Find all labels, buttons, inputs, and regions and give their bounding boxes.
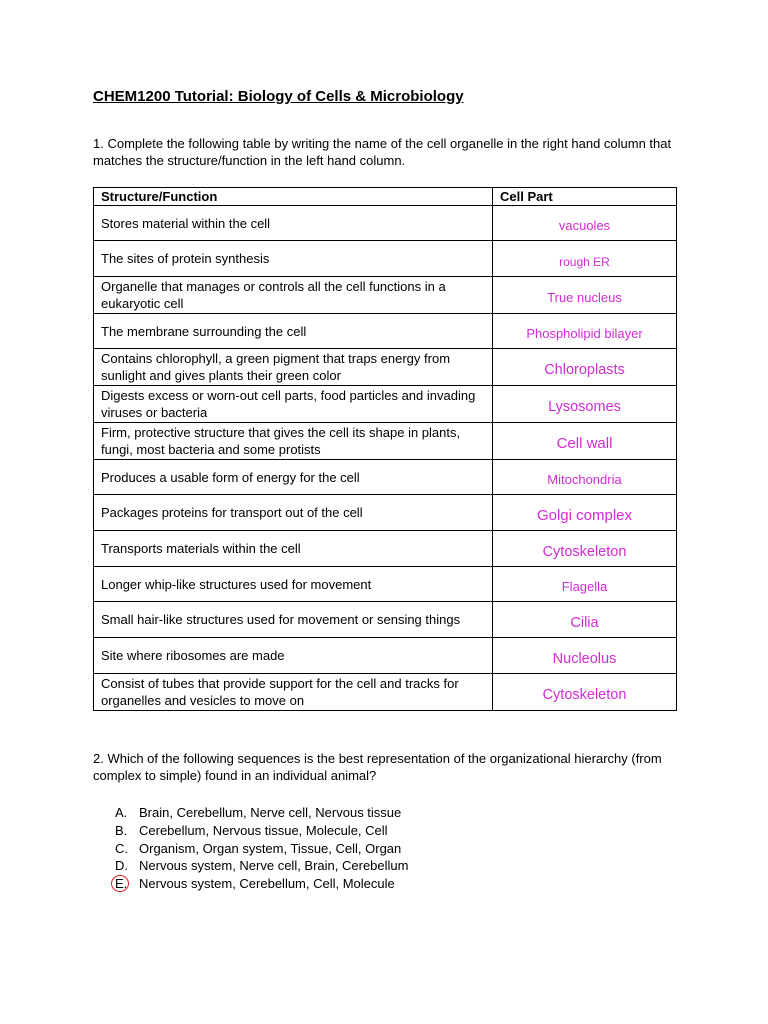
structure-function-cell: Stores material within the cell <box>94 206 493 241</box>
question-1-prompt: 1. Complete the following table by writing the name of the cell organelle in the right hand column that matches the structure/function in the left hand column. <box>93 136 672 168</box>
table-row <box>94 567 677 602</box>
header-cell-part: Cell Part <box>493 188 677 206</box>
table-row <box>94 531 677 567</box>
cell-part-answer: vacuoles <box>493 206 677 241</box>
table-row <box>94 460 677 495</box>
cell-part-answer: True nucleus <box>493 277 677 314</box>
structure-function-cell: Longer whip-like structures used for movement <box>94 567 493 602</box>
question-2-options <box>115 804 408 893</box>
structure-function-cell: Digests excess or worn-out cell parts, food particles and invading viruses or bacteria <box>94 386 493 423</box>
structure-function-cell: Consist of tubes that provide support for the cell and tracks for organelles and vesicles to move on <box>94 674 493 711</box>
answer-option <box>115 840 408 858</box>
cell-part-answer: Cytoskeleton <box>493 674 677 711</box>
option-text: Cerebellum, Nervous tissue, Molecule, Cell <box>139 822 388 838</box>
table-row <box>94 241 677 277</box>
cell-part-answer: Nucleolus <box>493 638 677 674</box>
cell-parts-table <box>93 187 677 711</box>
table-row <box>94 349 677 386</box>
option-letter: A. <box>115 805 128 820</box>
table-row <box>94 495 677 531</box>
table-row <box>94 277 677 314</box>
question-2-prompt: 2. Which of the following sequences is the best representation of the organizational hierarchy (from complex to simple) found in an individual animal? <box>93 751 662 783</box>
structure-function-cell: Site where ribosomes are made <box>94 638 493 674</box>
cell-part-answer: Lysosomes <box>493 386 677 423</box>
option-letter: D. <box>115 858 128 874</box>
option-text: Nervous system, Nerve cell, Brain, Cerebellum <box>139 858 409 874</box>
cell-part-answer: Mitochondria <box>493 460 677 495</box>
structure-function-cell: Contains chlorophyll, a green pigment that traps energy from sunlight and gives plants their green color <box>94 349 493 386</box>
structure-function-cell: Firm, protective structure that gives the cell its shape in plants, fungi, most bacteria and some protists <box>94 423 493 460</box>
table-header-row <box>94 188 677 206</box>
option-letter: B. <box>115 822 128 838</box>
cell-part-answer: Flagella <box>493 567 677 602</box>
option-letter: E. <box>115 876 128 892</box>
option-text: Brain, Cerebellum, Nerve cell, Nervous tissue <box>139 805 402 820</box>
cell-part-answer: Cilia <box>493 602 677 638</box>
cell-part-answer: rough ER <box>493 241 677 277</box>
table-row <box>94 314 677 349</box>
option-text: Organism, Organ system, Tissue, Cell, Organ <box>139 840 402 856</box>
table-row <box>94 638 677 674</box>
option-letter: C. <box>115 840 128 856</box>
cell-part-answer: Golgi complex <box>493 495 677 531</box>
cell-part-answer: Cell wall <box>493 423 677 460</box>
structure-function-cell: Organelle that manages or controls all the cell functions in a eukaryotic cell <box>94 277 493 314</box>
option-text: Nervous system, Cerebellum, Cell, Molecule <box>139 876 395 892</box>
table-row <box>94 423 677 460</box>
cell-part-answer: Chloroplasts <box>493 349 677 386</box>
table-row <box>94 206 677 241</box>
header-structure-function: Structure/Function <box>94 188 493 206</box>
table-row <box>94 602 677 638</box>
answer-option <box>115 857 408 875</box>
answer-option <box>115 822 408 840</box>
table-row <box>94 674 677 711</box>
answer-option <box>115 804 408 822</box>
structure-function-cell: The membrane surrounding the cell <box>94 314 493 349</box>
structure-function-cell: Transports materials within the cell <box>94 531 493 567</box>
answer-option <box>115 875 408 893</box>
structure-function-cell: Produces a usable form of energy for the cell <box>94 460 493 495</box>
structure-function-cell: The sites of protein synthesis <box>94 241 493 277</box>
structure-function-cell: Small hair-like structures used for movement or sensing things <box>94 602 493 638</box>
page-title: CHEM1200 Tutorial: Biology of Cells & Microbiology <box>93 88 464 105</box>
table-row <box>94 386 677 423</box>
structure-function-cell: Packages proteins for transport out of the cell <box>94 495 493 531</box>
cell-part-answer: Cytoskeleton <box>493 531 677 567</box>
cell-part-answer: Phospholipid bilayer <box>493 314 677 349</box>
